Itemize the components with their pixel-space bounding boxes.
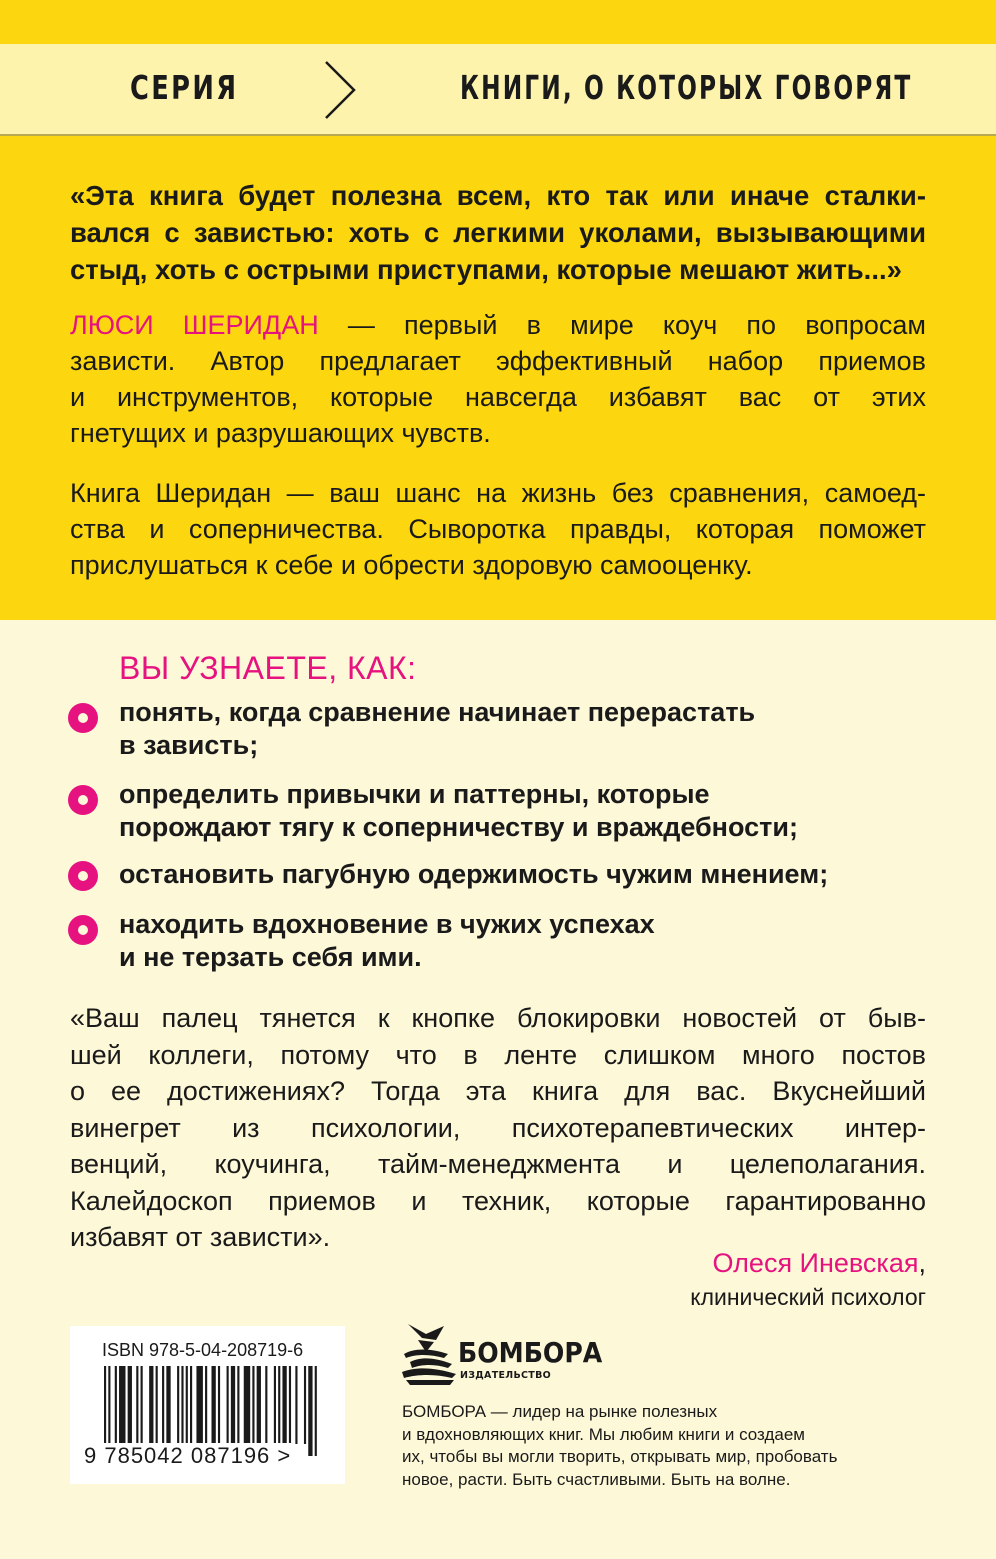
review-quote — [70, 1000, 926, 1256]
publisher-desc-line: их, чтобы вы могли творить, открывать мир, пробовать — [402, 1447, 838, 1466]
series-band — [0, 44, 996, 136]
reviewer-name — [712, 1248, 926, 1279]
barcode-stripe — [218, 1366, 220, 1444]
review-line: шей коллеги, потому что в ленте слишком много постов — [70, 1039, 926, 1070]
reviewer-title: клинический психолог — [690, 1284, 926, 1310]
list-item-line: порождают тягу к соперничеству и враждебности; — [119, 812, 798, 842]
barcode-stripe — [141, 1366, 143, 1444]
barcode-stripe — [278, 1366, 280, 1444]
publisher-name: БОМБОРА — [458, 1336, 603, 1369]
review-line: о ее достижениях? Тогда эта книга для вас. Вкуснейший — [70, 1076, 926, 1106]
barcode-stripe — [115, 1366, 117, 1444]
bullet-icon — [68, 703, 98, 733]
lead-quote — [70, 177, 926, 288]
quote-line: вался с завистью: хоть с легкими уколами, вызывающими — [70, 217, 926, 248]
barcode-stripe — [265, 1366, 267, 1444]
quote-line: «Эта книга будет полезна всем, кто так или иначе сталки- — [70, 180, 926, 211]
publisher-desc-line: БОМБОРА — лидер на рынке полезных — [402, 1402, 718, 1421]
book-line: Книга Шеридан — ваш шанс на жизнь без сравнения, самоед- — [70, 478, 926, 508]
barcode-stripe — [257, 1366, 261, 1444]
book-paragraph — [70, 475, 926, 583]
barcode-stripe — [196, 1366, 202, 1444]
barcode-stripe — [119, 1366, 125, 1444]
list-item-line: определить привычки и паттерны, которые — [119, 779, 710, 809]
review-line: избавят от зависти». — [70, 1222, 331, 1252]
publisher-logo-icon — [400, 1322, 460, 1386]
quote-line: стыд, хоть с острыми приступами, которые мешают жить...» — [70, 254, 902, 285]
barcode-stripe — [308, 1366, 312, 1456]
series-label: СЕРИЯ — [130, 68, 239, 107]
barcode-stripe — [315, 1366, 317, 1456]
barcode-stripe — [156, 1366, 158, 1444]
barcode-stripe — [274, 1366, 276, 1444]
author-line: зависти. Автор предлагает эффективный набор приемов — [70, 346, 926, 376]
chevron-right-icon — [322, 58, 358, 122]
list-item-line: находить вдохновение в чужих успехах — [119, 909, 655, 939]
bullet-icon — [68, 915, 98, 945]
barcode-stripe — [149, 1366, 153, 1444]
publisher-sub: ИЗДАТЕЛЬСТВО — [460, 1370, 551, 1381]
barcode-stripe — [136, 1366, 138, 1444]
review-line: винегрет из психологии, психотерапевтических интер- — [70, 1112, 926, 1143]
series-name: КНИГИ, О КОТОРЫХ ГОВОРЯТ — [460, 68, 913, 107]
reviewer-name-text: Олеся Иневская — [712, 1248, 919, 1278]
barcode-stripe — [162, 1366, 164, 1444]
book-line: ства и соперничества. Сыворотка правды, которая поможет — [70, 514, 926, 544]
top-yellow-strip — [0, 0, 996, 44]
barcode-stripe — [177, 1366, 179, 1444]
barcode-stripe — [252, 1366, 254, 1444]
isbn-label: ISBN 978-5-04-208719-6 — [102, 1340, 304, 1360]
author-line: и инструментов, которые навсегда избавят вас от этих — [70, 382, 926, 412]
review-line: Калейдоскоп приемов и техник, которые гарантированно — [70, 1185, 926, 1216]
author-line-rest: — первый в мире коуч по вопросам — [318, 310, 926, 340]
barcode-stripe — [295, 1366, 297, 1444]
barcode-digits: 9 785042 087196 > — [84, 1443, 292, 1468]
learn-heading: ВЫ УЗНАЕТЕ, КАК: — [119, 650, 417, 686]
book-line: прислушаться к себе и обрести здоровую самооценку. — [70, 550, 753, 580]
barcode-stripe — [227, 1366, 229, 1444]
barcode-stripe — [231, 1366, 235, 1444]
author-line — [70, 307, 926, 343]
author-line: гнетущих и разрушающих чувств. — [70, 418, 491, 448]
author-paragraph — [70, 307, 926, 451]
barcode-stripe — [166, 1366, 170, 1444]
publisher-desc-line: новое, расти. Быть счастливыми. Быть на волне. — [402, 1469, 791, 1489]
barcode-stripe — [244, 1366, 250, 1444]
author-name: ЛЮСИ ШЕРИДАН — [70, 310, 319, 340]
barcode-stripe — [186, 1366, 188, 1444]
barcode-stripe — [190, 1366, 192, 1444]
annotation-block — [0, 136, 996, 620]
list-item-line: понять, когда сравнение начинает перерастать — [119, 697, 756, 727]
publisher-description — [402, 1401, 872, 1491]
list-item-line: остановить пагубную одержимость чужим мнением; — [119, 859, 829, 889]
barcode-stripe — [128, 1366, 132, 1444]
barcode-stripe — [282, 1366, 286, 1444]
barcode-stripe — [237, 1366, 239, 1444]
publisher-desc-line: и вдохновляющих книг. Мы любим книги и создаем — [402, 1424, 805, 1444]
barcode — [70, 1326, 345, 1484]
barcode-stripe — [289, 1366, 291, 1444]
reviewer-comma: , — [918, 1248, 926, 1278]
list-item-line: и не терзать себя ими. — [119, 942, 422, 972]
bullet-icon — [68, 785, 98, 815]
review-line: «Ваш палец тянется к кнопке блокировки новостей от быв- — [70, 1003, 926, 1033]
bullet-icon — [68, 861, 98, 891]
review-line: венций, коучинга, тайм-менеджмента и целеполагания. — [70, 1149, 926, 1179]
barcode-stripe — [181, 1366, 183, 1444]
barcode-stripe — [304, 1366, 306, 1444]
list-item-line: в зависть; — [119, 730, 259, 760]
